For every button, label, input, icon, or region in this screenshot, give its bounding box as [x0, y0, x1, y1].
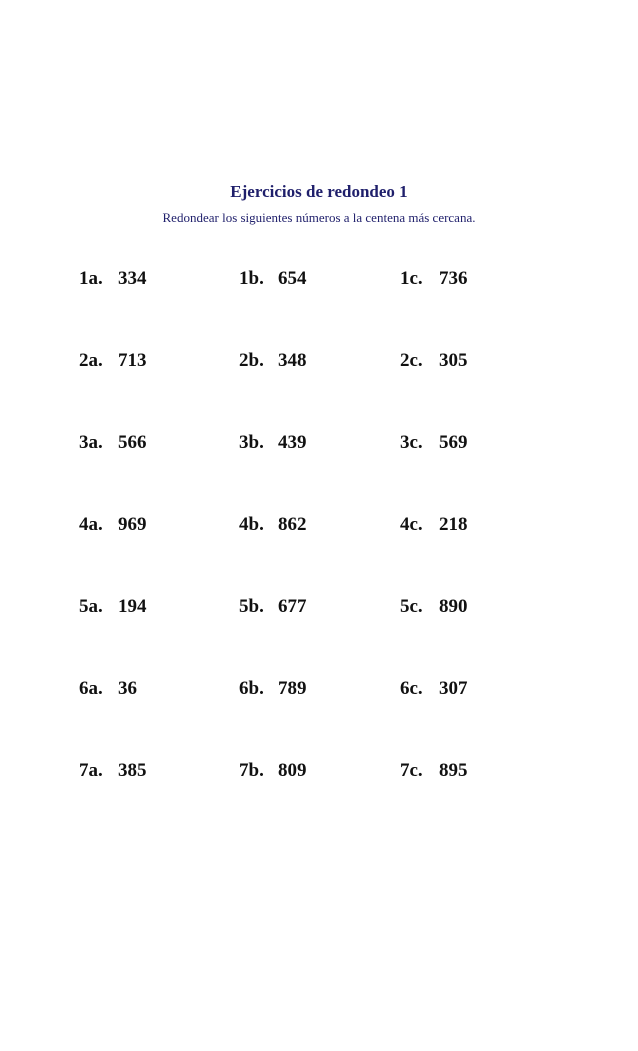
exercise-number: 809: [278, 760, 307, 781]
exercise-item: [239, 266, 307, 292]
exercise-item: [79, 512, 147, 538]
exercise-number: 334: [118, 268, 147, 289]
exercise-number: 677: [278, 596, 307, 617]
exercise-number: 862: [278, 514, 307, 535]
exercise-label: 2c.: [400, 350, 423, 371]
exercise-number: 890: [439, 596, 468, 617]
exercise-item: [400, 594, 468, 620]
exercise-number: 654: [278, 268, 307, 289]
exercise-item: [239, 758, 307, 784]
exercise-item: [239, 430, 307, 456]
worksheet-header: [0, 181, 638, 227]
exercise-label: 1b.: [239, 268, 264, 289]
exercise-grid: [79, 266, 599, 840]
exercise-label: 1c.: [400, 268, 423, 289]
exercise-label: 5c.: [400, 596, 423, 617]
exercise-label: 5a.: [79, 596, 103, 617]
exercise-label: 6a.: [79, 678, 103, 699]
exercise-number: 194: [118, 596, 147, 617]
exercise-item: [239, 512, 307, 538]
exercise-number: 713: [118, 350, 147, 371]
exercise-number: 36: [118, 678, 137, 699]
exercise-number: 969: [118, 514, 147, 535]
exercise-row-4: [79, 512, 599, 594]
exercise-item: [400, 676, 468, 702]
exercise-label: 4c.: [400, 514, 423, 535]
exercise-label: 3c.: [400, 432, 423, 453]
exercise-number: 789: [278, 678, 307, 699]
exercise-item: [79, 758, 147, 784]
exercise-label: 5b.: [239, 596, 264, 617]
worksheet-instructions: Redondear los siguientes números a la centena más cercana.: [162, 210, 476, 225]
exercise-item: [79, 348, 147, 374]
exercise-number: 569: [439, 432, 468, 453]
exercise-row-2: [79, 348, 599, 430]
exercise-number: 439: [278, 432, 307, 453]
exercise-label: 3a.: [79, 432, 103, 453]
exercise-item: [79, 676, 137, 702]
exercise-item: [400, 430, 468, 456]
exercise-item: [400, 512, 468, 538]
exercise-label: 7b.: [239, 760, 264, 781]
exercise-label: 4a.: [79, 514, 103, 535]
exercise-item: [239, 676, 307, 702]
exercise-item: [400, 348, 468, 374]
exercise-number: 218: [439, 514, 468, 535]
exercise-label: 7c.: [400, 760, 423, 781]
exercise-item: [400, 758, 468, 784]
exercise-item: [79, 266, 147, 292]
exercise-number: 895: [439, 760, 468, 781]
exercise-row-6: [79, 676, 599, 758]
exercise-item: [239, 594, 307, 620]
exercise-number: 348: [278, 350, 307, 371]
exercise-item: [239, 348, 307, 374]
exercise-label: 2b.: [239, 350, 264, 371]
exercise-number: 566: [118, 432, 147, 453]
exercise-number: 307: [439, 678, 468, 699]
exercise-row-1: [79, 266, 599, 348]
exercise-label: 6b.: [239, 678, 264, 699]
worksheet-title: Ejercicios de redondeo 1: [230, 182, 408, 201]
exercise-number: 736: [439, 268, 468, 289]
exercise-number: 385: [118, 760, 147, 781]
exercise-row-5: [79, 594, 599, 676]
exercise-number: 305: [439, 350, 468, 371]
exercise-label: 1a.: [79, 268, 103, 289]
exercise-row-3: [79, 430, 599, 512]
exercise-item: [79, 594, 147, 620]
exercise-label: 3b.: [239, 432, 264, 453]
exercise-item: [400, 266, 468, 292]
exercise-label: 2a.: [79, 350, 103, 371]
exercise-item: [79, 430, 147, 456]
exercise-label: 6c.: [400, 678, 423, 699]
exercise-label: 4b.: [239, 514, 264, 535]
exercise-label: 7a.: [79, 760, 103, 781]
exercise-row-7: [79, 758, 599, 840]
